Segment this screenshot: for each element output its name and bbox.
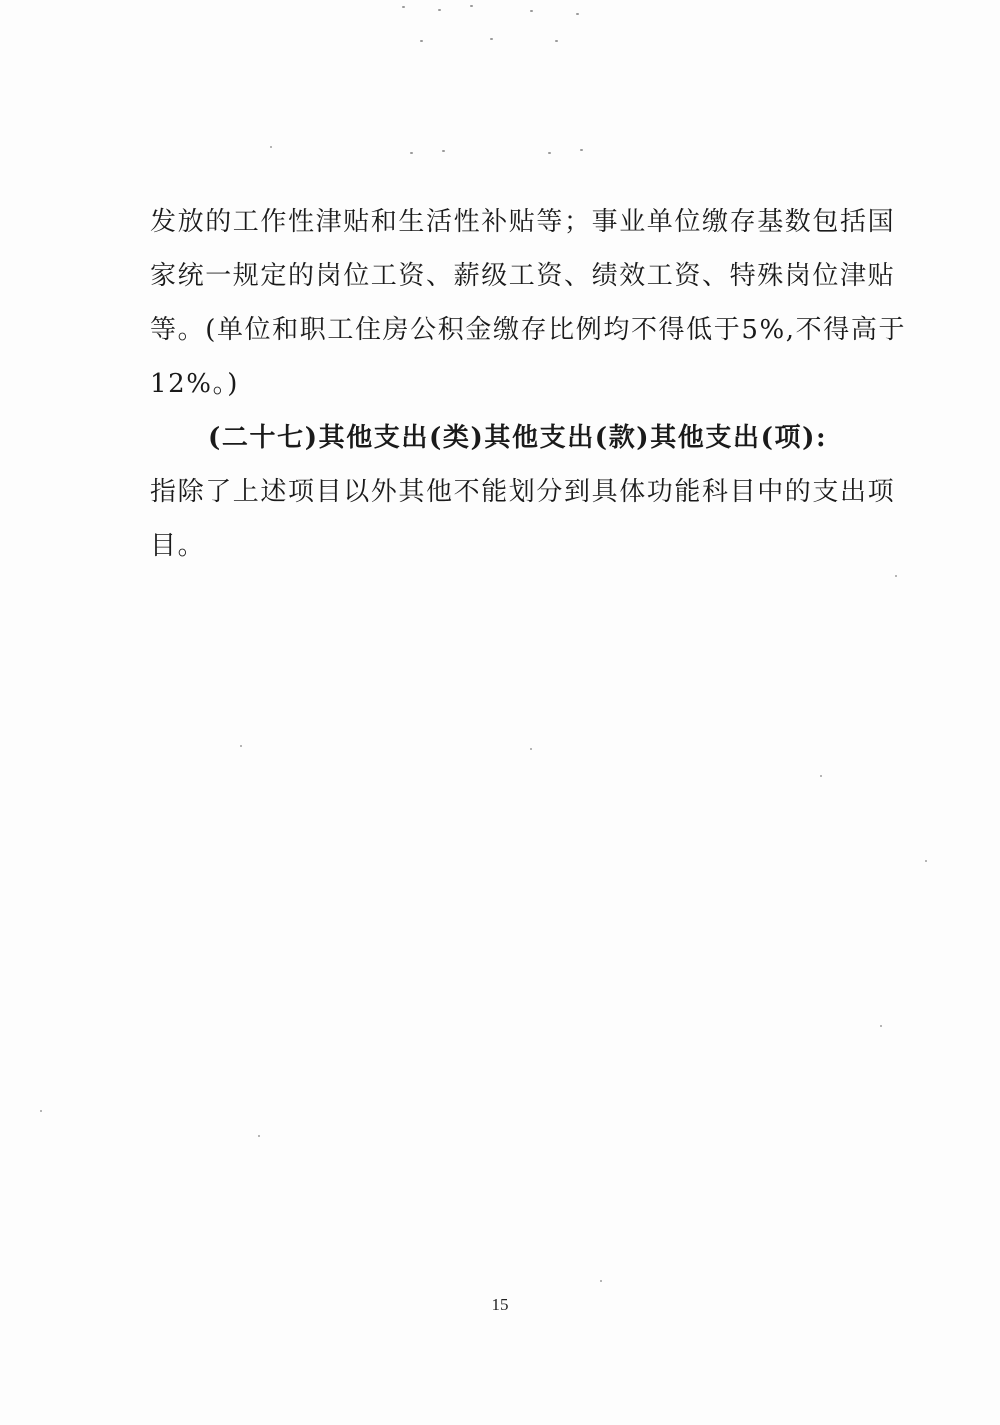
scan-speck (490, 38, 493, 40)
scan-speck (240, 745, 242, 747)
section-heading: (二十七)其他支出(类)其他支出(款)其他支出(项): (208, 423, 828, 453)
scan-speck (40, 1110, 42, 1112)
paragraph-contribution-base (150, 195, 907, 411)
text-line: 目。 (150, 531, 206, 561)
scan-speck (820, 775, 822, 777)
scan-speck (576, 13, 579, 15)
scan-speck (555, 40, 558, 42)
scan-speck (580, 149, 583, 151)
scan-speck (600, 1280, 602, 1282)
scan-speck (438, 9, 441, 11)
page-number: 15 (491, 1295, 509, 1314)
text-line: 家统一规定的岗位工资、薪级工资、绩效工资、特殊岗位津贴 (150, 261, 896, 291)
scan-speck (420, 40, 423, 42)
scan-speck (270, 146, 272, 148)
scan-speck (530, 10, 533, 12)
scan-speck (895, 575, 897, 577)
scan-speck (258, 1135, 260, 1137)
scan-speck (442, 150, 445, 152)
paragraph-other-expenditure (150, 411, 896, 573)
scan-speck (402, 6, 405, 8)
document-body (150, 195, 907, 573)
text-line: 等。(单位和职工住房公积金缴存比例均不得低于5%,不得高于 (150, 315, 907, 345)
scan-speck (410, 152, 413, 154)
text-line: 12%。) (150, 369, 239, 399)
scan-artifacts (380, 0, 620, 170)
scan-speck (925, 860, 927, 862)
text-line: 发放的工作性津贴和生活性补贴等；事业单位缴存基数包括国 (150, 207, 896, 237)
text-line: 指除了上述项目以外其他不能划分到具体功能科目中的支出项 (150, 477, 896, 507)
scan-speck (548, 152, 551, 154)
scan-speck (880, 1025, 882, 1027)
scan-speck (470, 5, 473, 7)
scan-speck (530, 748, 532, 750)
